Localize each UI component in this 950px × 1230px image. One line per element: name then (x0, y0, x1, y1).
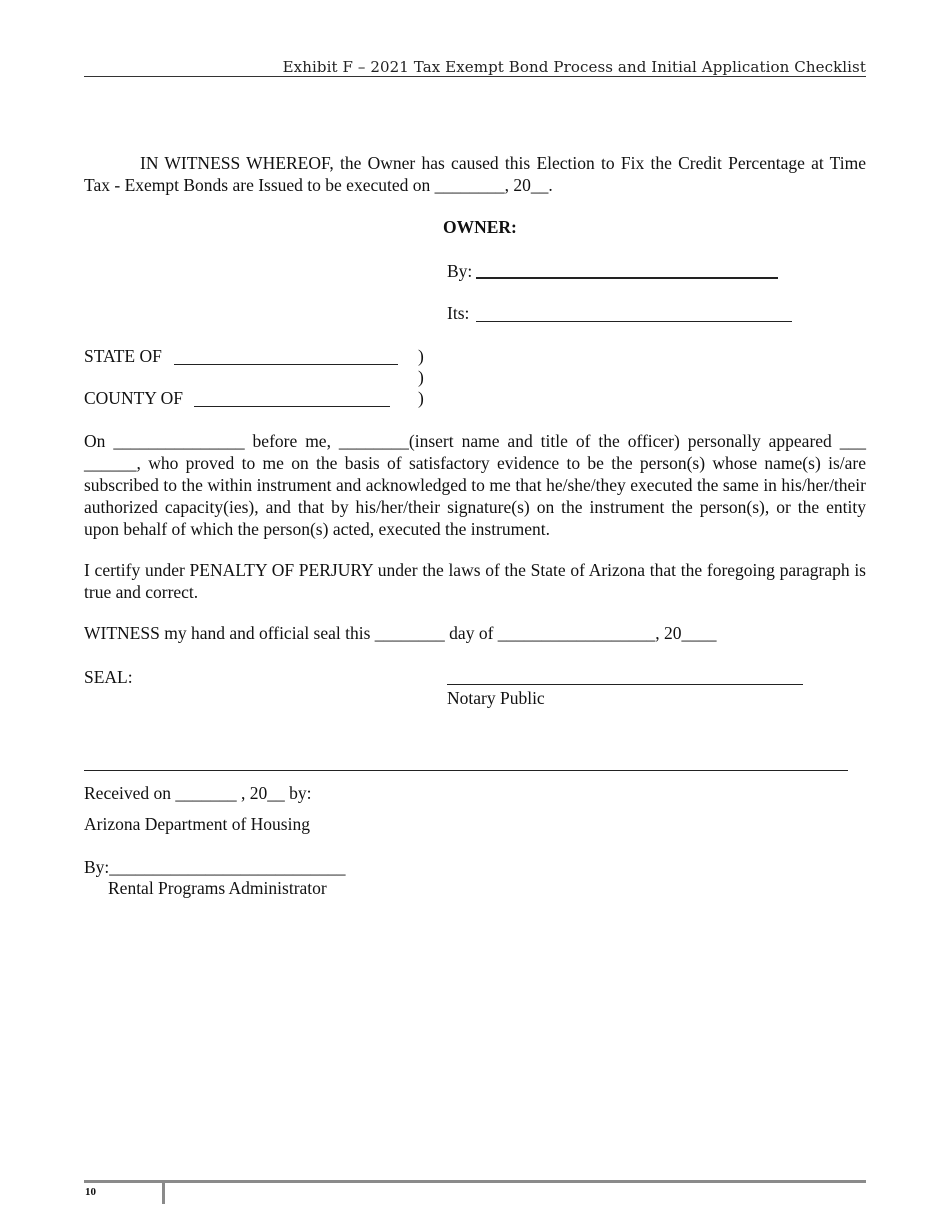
owner-by-signature-line (476, 277, 778, 279)
state-of-label: STATE OF (84, 346, 162, 366)
acknowledgment-paragraph: On _______________ before me, ________(insert name and title of the officer) personally appeared ___ ______, who proved to me on the basis of satisfactory evidence to be the person(s) whose name(s) is/are subscribed to the within instrument and acknowledged to me that he/she/they executed the same in his/her/their authorized capacity(ies), and that by his/her/their signature(s) on the instrument the person(s), or the entity upon behalf of which the person(s) acted, executed the instrument. (84, 431, 866, 539)
venue-paren-2: ) (418, 367, 424, 387)
owner-heading: OWNER: (443, 217, 517, 237)
header-rule (84, 76, 866, 77)
venue-paren-1: ) (418, 346, 424, 366)
owner-by-label: By: (447, 261, 473, 281)
received-line: Received on _______ , 20__ by: (84, 783, 312, 803)
owner-its-line (476, 321, 792, 322)
venue-paren-3: ) (418, 388, 424, 408)
certification-paragraph: I certify under PENALTY OF PERJURY under the laws of the State of Arizona that the foregoing paragraph is true and correct. (84, 560, 866, 602)
notary-public-label: Notary Public (447, 688, 545, 708)
received-agency: Arizona Department of Housing (84, 814, 310, 834)
county-of-line (194, 406, 390, 407)
state-of-line (174, 364, 398, 365)
section-divider (84, 770, 848, 771)
owner-its-label: Its: (447, 303, 470, 323)
received-title: Rental Programs Administrator (108, 878, 327, 898)
footer-divider-tick (162, 1181, 165, 1204)
seal-label: SEAL: (84, 667, 133, 687)
footer-rule (84, 1180, 866, 1183)
page-number: 10 (85, 1186, 96, 1198)
header-title: Exhibit F – 2021 Tax Exempt Bond Process and Initial Application Checklist (282, 58, 866, 76)
county-of-label: COUNTY OF (84, 388, 184, 408)
notary-signature-line (447, 684, 803, 685)
received-by-line: By:___________________________ (84, 857, 346, 877)
witness-paragraph: IN WITNESS WHEREOF, the Owner has caused this Election to Fix the Credit Percentage at Time Tax - Exempt Bonds are Issued to be executed on ________, 20__. (84, 153, 866, 195)
witness-seal-line: WITNESS my hand and official seal this ________ day of __________________, 20____ (84, 623, 717, 643)
